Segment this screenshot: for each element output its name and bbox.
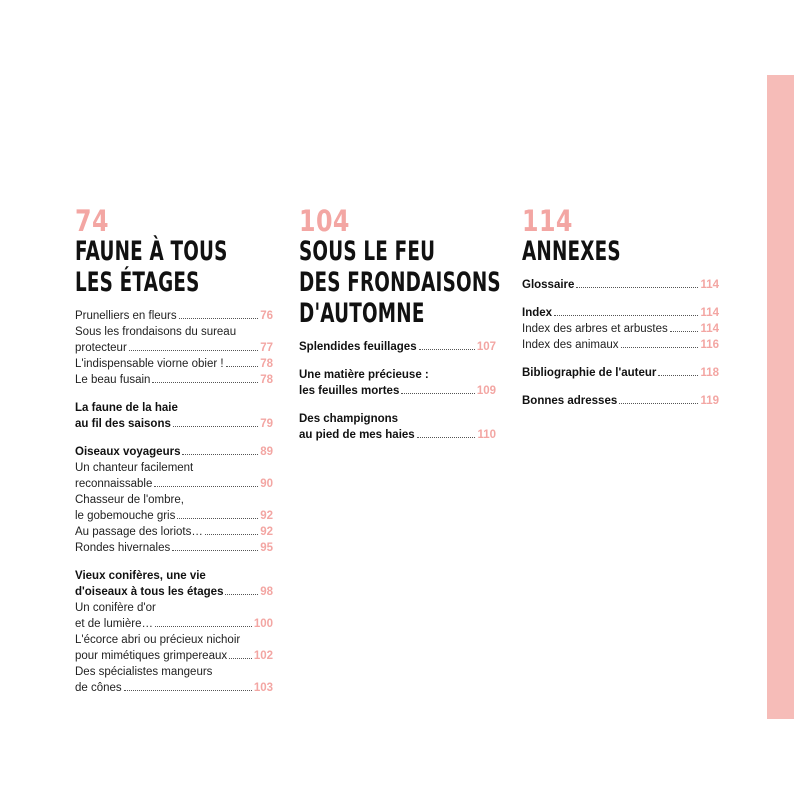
page-number: 114 [700,279,719,291]
dot-leader [619,403,698,404]
dot-leader [554,315,698,316]
section-title-line: LES ÉTAGES [75,267,200,298]
toc-entry[interactable] [75,308,273,324]
toc-entry-label: Au passage des loriots… [75,526,203,538]
toc-section-faune [75,206,273,696]
toc-entry[interactable] [522,321,719,337]
page-number: 118 [700,367,719,379]
toc-entry[interactable] [75,372,273,388]
toc-entry[interactable] [75,540,273,556]
dot-leader [155,626,252,627]
toc-entry[interactable] [75,600,273,616]
toc-entry-label: La faune de la haie [75,402,178,414]
toc-group [75,444,273,556]
page-number: 110 [477,429,496,441]
section-number: 114 [522,204,573,238]
group-spacer [522,293,719,305]
dot-leader [124,690,252,691]
dot-leader [154,486,258,487]
toc-entry-label: protecteur [75,342,127,354]
toc-entry[interactable] [75,492,273,508]
dot-leader [417,437,476,438]
group-spacer [75,388,273,400]
toc-entry-label: d'oiseaux à tous les étages [75,586,224,598]
group-spacer [299,355,496,367]
dot-leader [177,518,258,519]
section-title-line: D'AUTOMNE [299,298,425,329]
group-spacer [75,432,273,444]
page-number: 92 [260,526,273,538]
toc-entry-label: au pied de mes haies [299,429,415,441]
toc-entry-label: au fil des saisons [75,418,171,430]
toc-group [75,568,273,696]
toc-entry-label: de cônes [75,682,122,694]
toc-entry[interactable] [75,680,273,696]
page-number: 114 [700,323,719,335]
toc-entry[interactable] [75,632,273,648]
page-number: 77 [260,342,273,354]
toc-group [299,367,496,399]
dot-leader [576,287,698,288]
dot-leader [205,534,258,535]
section-title-line: FAUNE À TOUS [75,236,228,267]
section-title [522,236,723,267]
toc-entry-label: reconnaissable [75,478,153,490]
toc-entry-label: L'écorce abri ou précieux nichoir [75,634,241,646]
toc-entry-label: Index des animaux [522,339,619,351]
toc-entry[interactable] [299,383,496,399]
section-title-line: ANNEXES [522,236,621,267]
page-number: 98 [260,586,273,598]
toc-group [522,365,719,381]
toc-entry-label: Bonnes adresses [522,395,618,407]
toc-entry[interactable] [75,616,273,632]
page-number: 90 [260,478,273,490]
toc-entry[interactable] [75,664,273,680]
toc-entry[interactable] [75,416,273,432]
dot-leader [182,454,258,455]
dot-leader [152,382,258,383]
page-number: 103 [253,682,273,694]
dot-leader [229,658,252,659]
toc-group [522,305,719,353]
page-number: 109 [476,385,496,397]
dot-leader [670,331,699,332]
page-number: 78 [260,358,273,370]
dot-leader [419,349,475,350]
group-spacer [522,381,719,393]
toc-group [299,339,496,355]
toc-entry-label: pour mimétiques grimpereaux [75,650,228,662]
toc-entry[interactable] [522,337,719,353]
toc-entry-label: Splendides feuillages [299,341,417,353]
section-title-line: DES FRONDAISONS [299,267,501,298]
toc-entry-label: Un conifère d'or [75,602,156,614]
group-spacer [522,353,719,365]
toc-entry-label: Prunelliers en fleurs [75,310,177,322]
group-spacer [75,556,273,568]
toc-entry-label: Glossaire [522,279,575,291]
toc-entry-label: Vieux conifères, une vie [75,570,206,582]
toc-entry-label: Chasseur de l'ombre, [75,494,184,506]
toc-entry[interactable] [75,524,273,540]
page-number: 95 [260,542,273,554]
toc-entry[interactable] [75,568,273,584]
page-number: 79 [260,418,273,430]
dot-leader [658,375,698,376]
toc-entry[interactable] [522,277,719,293]
dot-leader [173,426,258,427]
dot-leader [179,318,259,319]
toc-entry-label: L'indispensable viorne obier ! [75,358,224,370]
toc-entry-label: Le beau fusain [75,374,151,386]
toc-entry[interactable] [75,648,273,664]
toc-entry[interactable] [75,508,273,524]
toc-entry-label: le gobemouche gris [75,510,176,522]
page-number: 78 [260,374,273,386]
toc-entry-label: Index des arbres et arbustes [522,323,668,335]
toc-group [299,411,496,443]
toc-entry-label: Rondes hivernales [75,542,171,554]
toc-entry-label: Des champignons [299,413,399,425]
section-number: 104 [299,204,350,238]
section-number: 74 [75,204,109,238]
toc-section-annexes [522,206,719,409]
toc-entry-label: Index [522,307,553,319]
toc-entry[interactable] [522,365,719,381]
group-spacer [299,399,496,411]
toc-group [522,393,719,409]
toc-entry[interactable] [299,427,496,443]
dot-leader [129,350,258,351]
page-number: 107 [476,341,496,353]
toc-entry-label: Sous les frondaisons du sureau [75,326,237,338]
toc-entry-label: et de lumière… [75,618,153,630]
section-title [299,236,500,329]
toc-entry[interactable] [75,400,273,416]
page-number: 116 [700,339,719,351]
toc-entry-label: Bibliographie de l'auteur [522,367,657,379]
page-number: 92 [260,510,273,522]
toc-group [522,277,719,293]
page-number: 100 [253,618,273,630]
section-title-line: SOUS LE FEU [299,236,436,267]
toc-entry[interactable] [299,339,496,355]
dot-leader [226,366,259,367]
toc-entry[interactable] [522,393,719,409]
page-number: 76 [260,310,273,322]
toc-entry[interactable] [75,324,273,340]
toc-entry[interactable] [75,460,273,476]
page-number: 119 [700,395,719,407]
toc-entry[interactable] [299,411,496,427]
side-color-bar [767,75,794,719]
dot-leader [172,550,258,551]
toc-group [75,308,273,388]
toc-section-frondaisons [299,204,501,443]
toc-entry-label: Un chanteur facilement [75,462,194,474]
toc-entry-label: les feuilles mortes [299,385,400,397]
toc-entry[interactable] [75,444,273,460]
toc-entry-label: Une matière précieuse : [299,369,429,381]
section-title [75,236,277,298]
page-number: 102 [253,650,273,662]
toc-entry[interactable] [75,356,273,372]
dot-leader [621,347,699,348]
toc-entry[interactable] [75,584,273,600]
toc-entry-label: Des spécialistes mangeurs [75,666,213,678]
dot-leader [401,393,474,394]
toc-entry[interactable] [522,305,719,321]
page-number: 89 [260,446,273,458]
toc-entry[interactable] [75,476,273,492]
toc-entry[interactable] [299,367,496,383]
toc-entry[interactable] [75,340,273,356]
page-number: 114 [700,307,719,319]
dot-leader [225,594,258,595]
toc-entry-label: Oiseaux voyageurs [75,446,181,458]
toc-group [75,400,273,432]
